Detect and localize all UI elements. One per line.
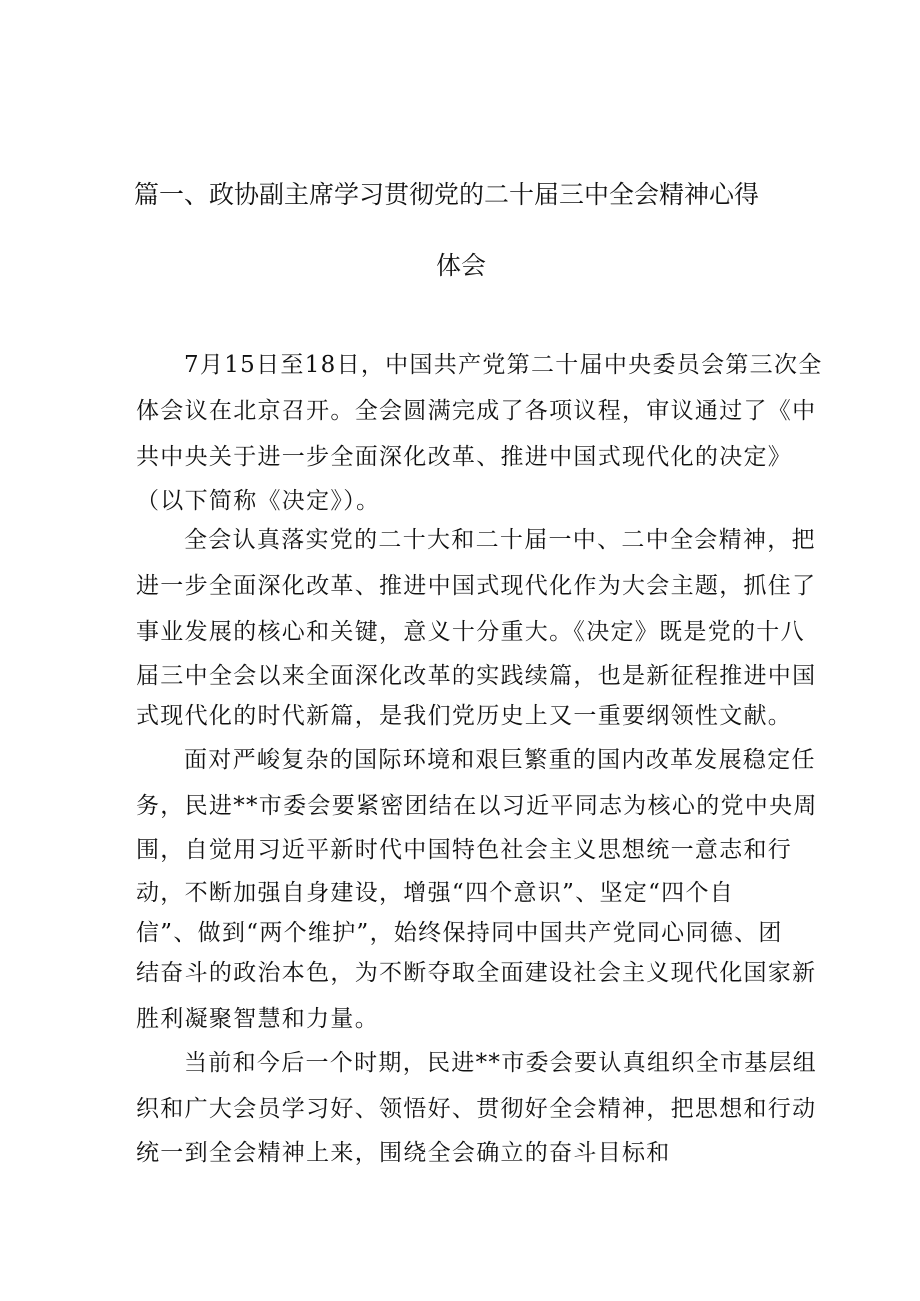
paragraph-3-line-1: 面对严峻复杂的国际环境和艰巨繁重的国内改革发展稳定任: [184, 747, 816, 773]
paragraph-1-line-3: 共中央关于进一步全面深化改革、推进中国式现代化的决定》: [136, 444, 793, 470]
paragraph-2-line-3: 事业发展的核心和关键，意义十分重大。《决定》既是党的十八: [136, 619, 805, 645]
paragraph-3-line-6: 结奋斗的政治本色，为不断夺取全面建设社会主义现代化国家新: [136, 960, 817, 986]
paragraph-2-line-2: 进一步全面深化改革、推进中国式现代化作为大会主题，抓住了: [136, 573, 817, 599]
paragraph-1-line-1: 7月15日至18日，中国共产党第二十届中央委员会第三次全: [184, 352, 823, 378]
document-title-line-1: 篇一、政协副主席学习贯彻党的二十届三中全会精神心得: [134, 180, 760, 209]
paragraph-2-line-5: 式现代化的时代新篇，是我们党历史上又一重要纲领性文献。: [136, 703, 793, 729]
paragraph-2-line-1: 全会认真落实党的二十大和二十届一中、二中全会精神，把: [184, 527, 816, 553]
paragraph-1-line-4: （以下简称《决定》）。: [136, 488, 381, 514]
paragraph-2-line-4: 届三中全会以来全面深化改革的实践续篇，也是新征程推进中国: [136, 663, 817, 689]
paragraph-3-line-7: 胜利凝聚智慧和力量。: [136, 1006, 379, 1032]
paragraph-4-line-1: 当前和今后一个时期，民进**市委会要认真组织全市基层组: [184, 1050, 818, 1076]
paragraph-3-line-4: 动，不断加强自身建设，增强“四个意识”、坚定“四个自: [136, 880, 735, 906]
paragraph-4-line-2: 织和广大会员学习好、领悟好、贯彻好全会精神，把思想和行动: [136, 1096, 817, 1122]
paragraph-3-line-3: 围，自觉用习近平新时代中国特色社会主义思想统一意志和行: [136, 837, 793, 863]
paragraph-1-line-2: 体会议在北京召开。全会圆满完成了各项议程，审议通过了《中: [136, 398, 817, 424]
paragraph-4-line-3: 统一到全会精神上来，围绕全会确立的奋斗目标和: [136, 1140, 671, 1166]
paragraph-3-line-5: 信”、做到“两个维护”，始终保持同中国共产党同心同德、团: [136, 920, 783, 946]
paragraph-3-line-2: 务，民进**市委会要紧密团结在以习近平同志为核心的党中央周: [136, 793, 818, 819]
document-title-line-2: 体会: [436, 251, 487, 280]
